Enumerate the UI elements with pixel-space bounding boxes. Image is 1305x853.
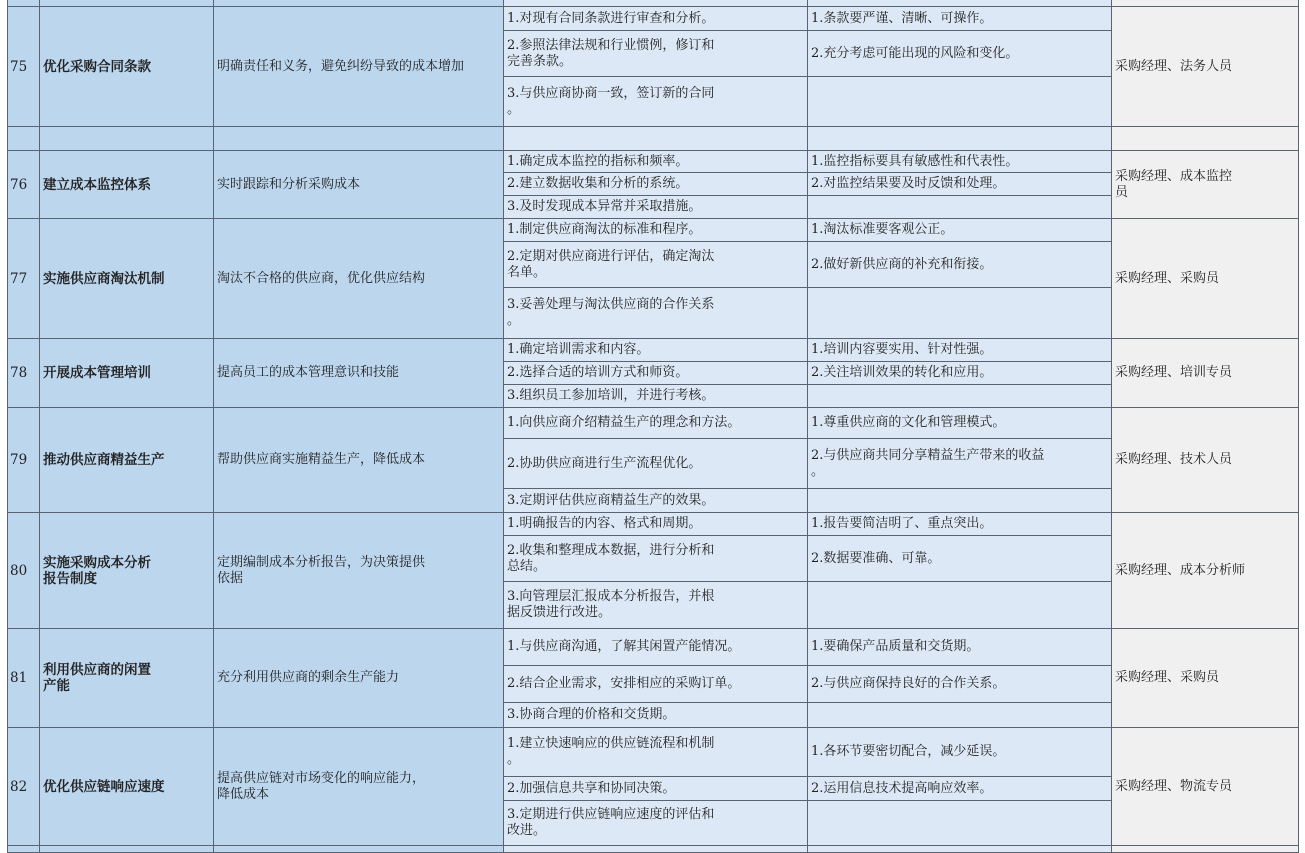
note-cell[interactable]: 2.与供应商共同分享精益生产带来的收益 。: [807, 438, 1112, 489]
step-cell[interactable]: 3.及时发现成本异常并采取措施。: [503, 195, 808, 219]
step-cell[interactable]: 3.与供应商协商一致，签订新的合同 。: [503, 76, 808, 127]
empty-row-cell[interactable]: [213, 126, 504, 151]
note-cell[interactable]: 1.各环节要密切配合，减少延误。: [807, 727, 1112, 777]
owner-cell[interactable]: 采购经理、培训专员: [1111, 338, 1299, 408]
partial-row-cell[interactable]: [7, 845, 40, 853]
owner-cell[interactable]: 采购经理、成本分析师: [1111, 512, 1299, 629]
note-cell[interactable]: [807, 195, 1112, 219]
measure-title[interactable]: 优化采购合同条款: [39, 6, 214, 127]
note-cell[interactable]: 1.淘汰标准要客观公正。: [807, 218, 1112, 242]
note-cell[interactable]: 2.与供应商保持良好的合作关系。: [807, 665, 1112, 703]
row-number[interactable]: 80: [7, 512, 40, 629]
step-cell[interactable]: 2.加强信息共享和协同决策。: [503, 776, 808, 801]
partial-row-cell[interactable]: [1111, 845, 1299, 853]
step-cell[interactable]: 2.定期对供应商进行评估，确定淘汰 名单。: [503, 241, 808, 288]
partial-row-cell[interactable]: [807, 845, 1112, 853]
measure-goal[interactable]: 明确责任和义务，避免纠纷导致的成本增加: [213, 6, 504, 127]
step-cell[interactable]: 2.协助供应商进行生产流程优化。: [503, 438, 808, 489]
note-cell[interactable]: [807, 800, 1112, 846]
note-cell[interactable]: [807, 384, 1112, 408]
row-number[interactable]: 75: [7, 6, 40, 127]
note-cell[interactable]: 1.尊重供应商的文化和管理模式。: [807, 407, 1112, 439]
measure-title[interactable]: 优化供应链响应速度: [39, 727, 214, 846]
note-cell[interactable]: 2.运用信息技术提高响应效率。: [807, 776, 1112, 801]
step-cell[interactable]: 2.结合企业需求，安排相应的采购订单。: [503, 665, 808, 703]
owner-cell[interactable]: 采购经理、物流专员: [1111, 727, 1299, 846]
row-number[interactable]: 79: [7, 407, 40, 513]
step-cell[interactable]: 1.建立快速响应的供应链流程和机制 。: [503, 727, 808, 777]
measure-title[interactable]: 推动供应商精益生产: [39, 407, 214, 513]
measure-goal[interactable]: 实时跟踪和分析采购成本: [213, 150, 504, 219]
empty-row-cell[interactable]: [807, 126, 1112, 151]
note-cell[interactable]: 2.做好新供应商的补充和衔接。: [807, 241, 1112, 288]
measure-title[interactable]: 实施采购成本分析 报告制度: [39, 512, 214, 629]
note-cell[interactable]: 1.培训内容要实用、针对性强。: [807, 338, 1112, 362]
empty-row-cell[interactable]: [7, 126, 40, 151]
partial-row-cell[interactable]: [213, 845, 504, 853]
measure-goal[interactable]: 提高员工的成本管理意识和技能: [213, 338, 504, 408]
measure-goal[interactable]: 淘汰不合格的供应商，优化供应结构: [213, 218, 504, 339]
step-cell[interactable]: 1.明确报告的内容、格式和周期。: [503, 512, 808, 536]
owner-cell[interactable]: 采购经理、技术人员: [1111, 407, 1299, 513]
partial-row-cell[interactable]: [503, 845, 808, 853]
measure-title[interactable]: 实施供应商淘汰机制: [39, 218, 214, 339]
note-cell[interactable]: 2.充分考虑可能出现的风险和变化。: [807, 30, 1112, 77]
step-cell[interactable]: 2.选择合适的培训方式和师资。: [503, 361, 808, 385]
step-cell[interactable]: 3.协商合理的价格和交货期。: [503, 702, 808, 728]
step-cell[interactable]: 1.确定成本监控的指标和频率。: [503, 150, 808, 173]
step-cell[interactable]: 3.组织员工参加培训，并进行考核。: [503, 384, 808, 408]
owner-cell[interactable]: 采购经理、成本监控 员: [1111, 150, 1299, 219]
step-cell[interactable]: 3.定期评估供应商精益生产的效果。: [503, 488, 808, 513]
step-cell[interactable]: 2.参照法律法规和行业惯例，修订和 完善条款。: [503, 30, 808, 77]
partial-row-cell[interactable]: [39, 845, 214, 853]
note-cell[interactable]: 1.条款要严谨、清晰、可操作。: [807, 6, 1112, 31]
measure-title[interactable]: 建立成本监控体系: [39, 150, 214, 219]
empty-row-cell[interactable]: [503, 126, 808, 151]
owner-cell[interactable]: 采购经理、采购员: [1111, 628, 1299, 728]
measure-goal[interactable]: 充分利用供应商的剩余生产能力: [213, 628, 504, 728]
note-cell[interactable]: [807, 702, 1112, 728]
note-cell[interactable]: 2.对监控结果要及时反馈和处理。: [807, 172, 1112, 196]
empty-row-cell[interactable]: [1111, 126, 1299, 151]
owner-cell[interactable]: 采购经理、采购员: [1111, 218, 1299, 339]
note-cell[interactable]: 1.报告要简洁明了、重点突出。: [807, 512, 1112, 536]
row-number[interactable]: 81: [7, 628, 40, 728]
note-cell[interactable]: 1.监控指标要具有敏感性和代表性。: [807, 150, 1112, 173]
row-number[interactable]: 82: [7, 727, 40, 846]
measure-title[interactable]: 利用供应商的闲置 产能: [39, 628, 214, 728]
measure-goal[interactable]: 定期编制成本分析报告，为决策提供 依据: [213, 512, 504, 629]
note-cell[interactable]: [807, 76, 1112, 127]
step-cell[interactable]: 2.建立数据收集和分析的系统。: [503, 172, 808, 196]
note-cell[interactable]: [807, 581, 1112, 629]
row-number[interactable]: 77: [7, 218, 40, 339]
step-cell[interactable]: 1.制定供应商淘汰的标准和程序。: [503, 218, 808, 242]
step-cell[interactable]: 1.确定培训需求和内容。: [503, 338, 808, 362]
note-cell[interactable]: 2.关注培训效果的转化和应用。: [807, 361, 1112, 385]
note-cell[interactable]: [807, 287, 1112, 339]
step-cell[interactable]: 1.对现有合同条款进行审查和分析。: [503, 6, 808, 31]
measure-goal[interactable]: 帮助供应商实施精益生产，降低成本: [213, 407, 504, 513]
note-cell[interactable]: 1.要确保产品质量和交货期。: [807, 628, 1112, 666]
empty-row-cell[interactable]: [39, 126, 214, 151]
step-cell[interactable]: 2.收集和整理成本数据，进行分析和 总结。: [503, 535, 808, 582]
measure-goal[interactable]: 提高供应链对市场变化的响应能力， 降低成本: [213, 727, 504, 846]
note-cell[interactable]: 2.数据要准确、可靠。: [807, 535, 1112, 582]
step-cell[interactable]: 1.与供应商沟通，了解其闲置产能情况。: [503, 628, 808, 666]
measure-title[interactable]: 开展成本管理培训: [39, 338, 214, 408]
row-number[interactable]: 76: [7, 150, 40, 219]
step-cell[interactable]: 3.向管理层汇报成本分析报告，并根 据反馈进行改进。: [503, 581, 808, 629]
row-number[interactable]: 78: [7, 338, 40, 408]
step-cell[interactable]: 3.定期进行供应链响应速度的评估和 改进。: [503, 800, 808, 846]
owner-cell[interactable]: 采购经理、法务人员: [1111, 6, 1299, 127]
step-cell[interactable]: 3.妥善处理与淘汰供应商的合作关系 。: [503, 287, 808, 339]
step-cell[interactable]: 1.向供应商介绍精益生产的理念和方法。: [503, 407, 808, 439]
note-cell[interactable]: [807, 488, 1112, 513]
